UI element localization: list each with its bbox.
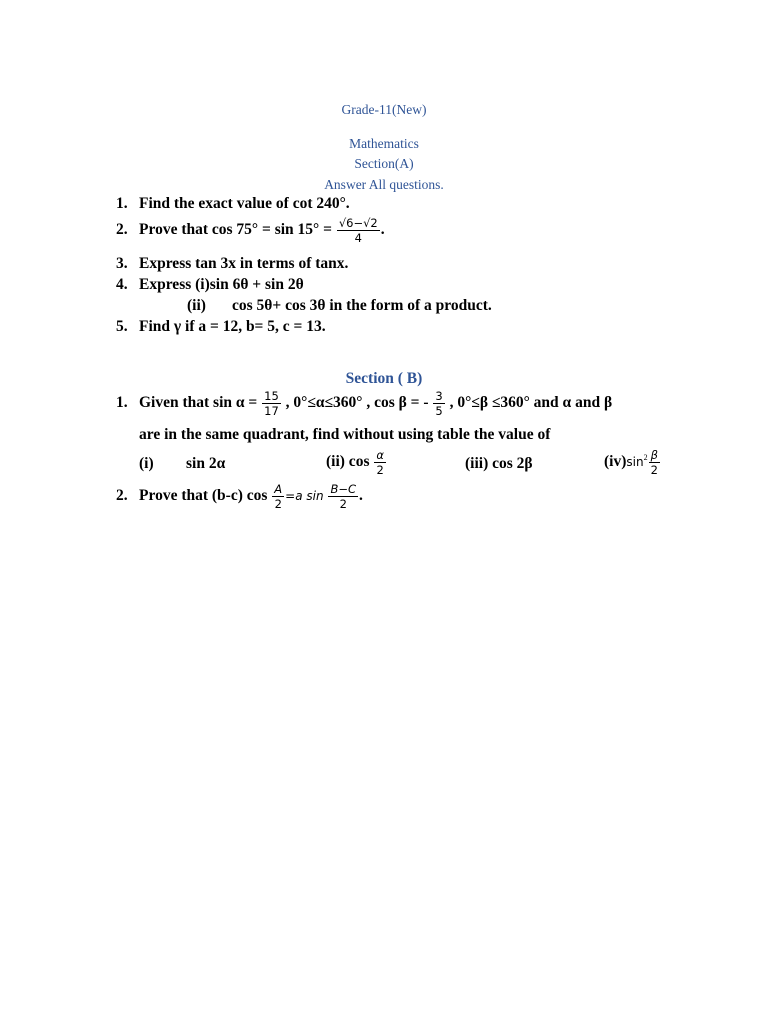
fraction-denominator: 17 bbox=[264, 404, 279, 419]
option-ii-text: (ii) cos bbox=[326, 453, 370, 471]
question-b2 bbox=[116, 483, 363, 510]
question-end: . bbox=[359, 487, 363, 505]
question-end: . bbox=[380, 221, 385, 239]
option-iv-function: sin bbox=[626, 455, 644, 470]
question-b1-line2: are in the same quadrant, find without using table the value of bbox=[139, 426, 551, 443]
instruction-text: Answer All questions. bbox=[324, 177, 444, 192]
fraction-denominator: 2 bbox=[274, 497, 282, 512]
question-text: cos 5θ+ cos 3θ in the form of a product. bbox=[232, 297, 492, 314]
option-ii bbox=[326, 449, 387, 476]
question-number: 3. bbox=[116, 255, 128, 272]
fraction-numerator: 3 bbox=[435, 389, 443, 403]
fraction-numerator: √6−√2 bbox=[338, 216, 378, 230]
question-text: Prove that (b-c) cos bbox=[139, 487, 268, 505]
question-number: 1. bbox=[116, 195, 128, 212]
question-number: 2. bbox=[116, 487, 128, 505]
question-text: Express tan 3x in terms of tanx. bbox=[139, 255, 349, 272]
fraction-denominator: 2 bbox=[339, 497, 347, 512]
fraction-numerator: 15 bbox=[264, 389, 279, 403]
section-b-heading: Section ( B) bbox=[345, 370, 423, 387]
subject-heading: Mathematics bbox=[349, 136, 419, 151]
question-number: 1. bbox=[116, 394, 128, 412]
question-text: Find the exact value of cot 240°. bbox=[139, 195, 350, 212]
question-a3 bbox=[116, 256, 348, 272]
question-a1 bbox=[116, 196, 350, 212]
fraction-denominator: 2 bbox=[376, 463, 384, 478]
equals-a-sin: =a sin bbox=[285, 489, 324, 504]
question-text: Express (i)sin 6θ + sin 2θ bbox=[139, 276, 304, 293]
question-a2 bbox=[116, 217, 385, 244]
fraction-numerator: B−C bbox=[330, 482, 357, 496]
question-text: Given that sin α = bbox=[139, 394, 258, 412]
question-text: Prove that cos 75° = sin 15° = bbox=[139, 221, 332, 239]
question-text: Find γ if a = 12, b= 5, c = 13. bbox=[139, 318, 326, 335]
fraction-numerator: A bbox=[274, 482, 283, 496]
fraction-denominator: 4 bbox=[354, 231, 362, 246]
option-i-text: sin 2α bbox=[186, 455, 226, 472]
question-b1 bbox=[116, 390, 612, 417]
option-iv-text: (iv) bbox=[604, 453, 627, 471]
fraction-denominator: 5 bbox=[435, 404, 443, 419]
question-number: 2. bbox=[116, 221, 128, 239]
question-a5 bbox=[116, 319, 326, 335]
question-a4-sub-ii bbox=[187, 298, 492, 314]
question-b1-options bbox=[0, 448, 768, 482]
option-i-label: (i) bbox=[139, 455, 154, 472]
question-text: , 0°≤α≤360° , cos β = - bbox=[285, 394, 429, 412]
question-text: , 0°≤β ≤360° and α and β bbox=[449, 394, 613, 412]
fraction-numerator: α bbox=[376, 448, 384, 462]
fraction-B-C-2 bbox=[328, 483, 358, 510]
fraction-beta-2 bbox=[649, 449, 660, 476]
grade-heading: Grade-11(New) bbox=[341, 102, 427, 117]
option-iii-text: (iii) cos 2β bbox=[465, 455, 533, 472]
sub-label: (ii) bbox=[187, 297, 206, 314]
fraction-denominator: 2 bbox=[650, 463, 658, 478]
fraction-15-17 bbox=[262, 390, 281, 417]
question-number: 5. bbox=[116, 318, 128, 335]
question-a4 bbox=[116, 277, 304, 293]
option-iv bbox=[604, 449, 661, 476]
fraction-alpha-2 bbox=[374, 449, 386, 476]
fraction bbox=[337, 217, 380, 244]
fraction-A-2 bbox=[272, 483, 284, 510]
question-number: 4. bbox=[116, 276, 128, 293]
fraction-3-5 bbox=[433, 390, 444, 417]
fraction-numerator: β bbox=[650, 448, 658, 462]
section-a-heading: Section(A) bbox=[354, 156, 414, 171]
option-iv-power: 2 bbox=[643, 452, 648, 462]
